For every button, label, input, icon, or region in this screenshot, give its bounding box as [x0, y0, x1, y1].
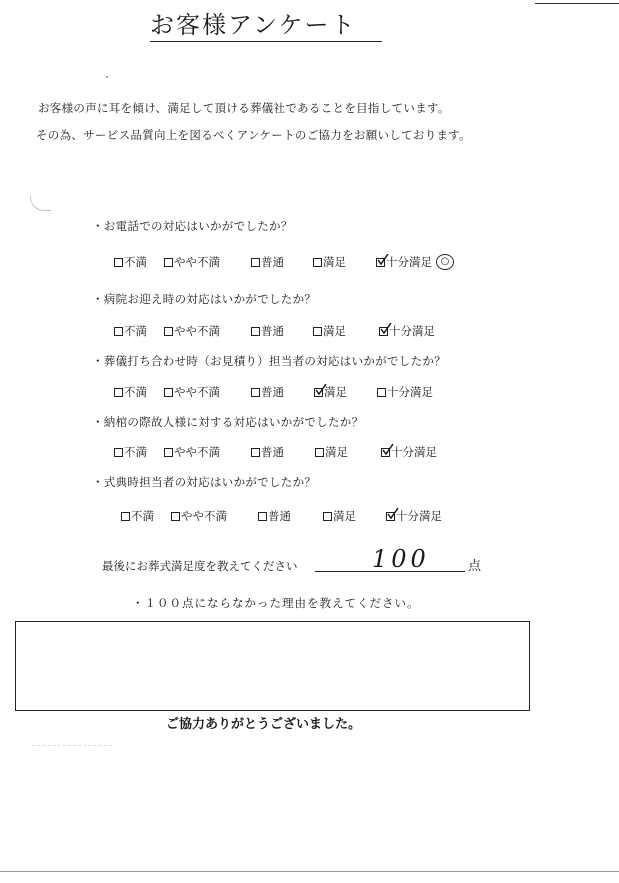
checkbox[interactable] [114, 388, 123, 397]
option-manzoku[interactable]: 満足 [313, 254, 346, 270]
checkbox[interactable] [164, 448, 173, 457]
option-futsuu[interactable]: 普通 [258, 508, 291, 524]
question-5: ・式典時担当者の対応はいかがでしたか？ [92, 475, 317, 489]
intro-line-2: その為、サービス品質向上を図るべくアンケートのご協力をお願いしております。 [36, 128, 471, 142]
checkbox[interactable] [114, 327, 123, 336]
option-yaya-fuman[interactable]: やや不満 [164, 444, 220, 460]
checkbox[interactable] [313, 327, 322, 336]
option-futsuu[interactable]: 普通 [251, 444, 284, 460]
question-2: ・病院お迎え時の対応はいかがでしたか？ [92, 292, 317, 306]
option-yaya-fuman[interactable]: やや不満 [171, 508, 227, 524]
option-juubun-manzoku[interactable]: 十分満足 [386, 508, 442, 524]
checkbox[interactable] [251, 388, 260, 397]
option-juubun-manzoku[interactable]: 十分満足 [381, 444, 437, 460]
option-fuman[interactable]: 不満 [114, 384, 147, 400]
thanks-message: ご協力ありがとうございました。 [166, 717, 362, 732]
checkbox[interactable] [114, 448, 123, 457]
option-manzoku[interactable]: 満足 [323, 508, 356, 524]
check-mark-icon [387, 508, 399, 520]
option-juubun-manzoku[interactable]: 十分満足 [377, 384, 433, 400]
checkbox[interactable] [164, 388, 173, 397]
checkbox[interactable] [377, 388, 386, 397]
check-mark-icon [377, 254, 389, 266]
checkbox[interactable] [251, 258, 260, 267]
checkbox[interactable] [313, 258, 322, 267]
option-juubun-manzoku[interactable]: 十分満足 ○ [376, 254, 454, 270]
checkbox[interactable] [315, 448, 324, 457]
reason-answer-box[interactable] [15, 621, 530, 711]
option-fuman[interactable]: 不満 [114, 444, 147, 460]
handwritten-circle-mark: ○ [436, 254, 454, 270]
option-manzoku[interactable]: 満足 [313, 323, 346, 339]
option-juubun-manzoku[interactable]: 十分満足 [379, 323, 435, 339]
question-1: ・お電話での対応はいかがでしたか？ [92, 219, 293, 233]
checkbox[interactable] [171, 512, 180, 521]
option-futsuu[interactable]: 普通 [251, 254, 284, 270]
reason-question: ・１００点にならなかった理由を教えてください。 [132, 596, 420, 610]
checkbox[interactable] [164, 258, 173, 267]
punch-hole-mark [30, 196, 51, 211]
option-fuman[interactable]: 不満 [121, 508, 154, 524]
check-mark-icon [380, 323, 392, 335]
option-manzoku[interactable]: 満足 [315, 444, 348, 460]
page-title: お客様アンケート [150, 10, 382, 42]
checkbox-checked[interactable] [376, 258, 385, 267]
option-yaya-fuman[interactable]: やや不満 [164, 254, 220, 270]
checkbox[interactable] [251, 327, 260, 336]
checkbox[interactable] [251, 448, 260, 457]
checkbox[interactable] [258, 512, 267, 521]
score-unit: 点 [468, 559, 482, 574]
check-mark-icon [315, 384, 327, 396]
checkbox-checked[interactable] [381, 448, 390, 457]
checkbox-checked[interactable] [379, 327, 388, 336]
check-mark-icon [382, 444, 394, 456]
checkbox[interactable] [114, 258, 123, 267]
checkbox-checked[interactable] [314, 388, 323, 397]
option-futsuu[interactable]: 普通 [251, 323, 284, 339]
option-fuman[interactable]: 不満 [114, 323, 147, 339]
question-3: ・葬儀打ち合わせ時（お見積り）担当者の対応はいかがでしたか？ [92, 354, 446, 368]
scan-bottom-edge [0, 871, 619, 872]
scan-artifact-line [32, 745, 112, 747]
checkbox[interactable] [121, 512, 130, 521]
question-4: ・納棺の際故人様に対する対応はいかがでしたか？ [92, 415, 364, 429]
intro-line-1: お客様の声に耳を傾け、満足して頂ける葬儀社であることを目指しています。 [38, 101, 450, 115]
checkbox[interactable] [164, 327, 173, 336]
option-manzoku[interactable]: 満足 [314, 384, 347, 400]
scan-edge-line [535, 3, 619, 4]
score-value-handwritten[interactable]: 100 [372, 545, 430, 573]
option-fuman[interactable]: 不満 [114, 254, 147, 270]
checkbox-checked[interactable] [386, 512, 395, 521]
option-futsuu[interactable]: 普通 [251, 384, 284, 400]
option-yaya-fuman[interactable]: やや不満 [164, 323, 220, 339]
checkbox[interactable] [323, 512, 332, 521]
score-label: 最後にお葬式満足度を教えてください [102, 559, 298, 573]
scan-speck [106, 76, 108, 78]
option-yaya-fuman[interactable]: やや不満 [164, 384, 220, 400]
